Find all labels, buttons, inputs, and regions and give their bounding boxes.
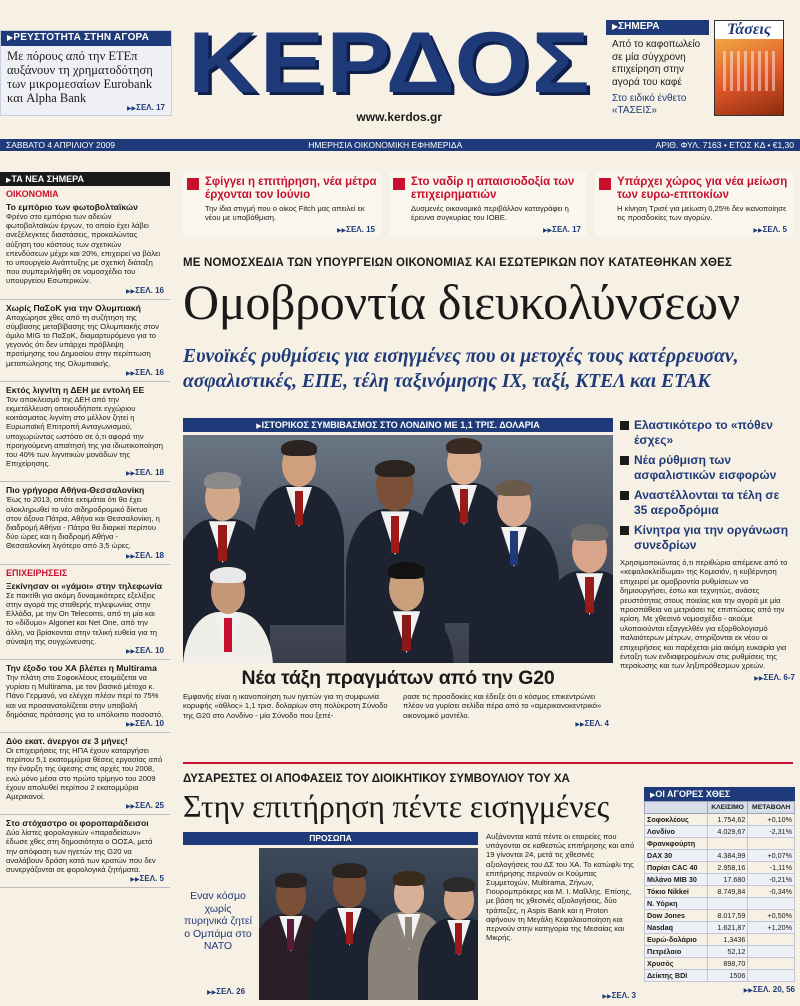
markets-table bbox=[644, 801, 795, 982]
news-today-sections bbox=[0, 186, 170, 888]
person-tie bbox=[218, 525, 226, 561]
g20-photo-panel bbox=[183, 418, 613, 760]
key-point: Κίνητρα για την οργάνωση συνεδρίων bbox=[620, 523, 795, 552]
news-item-headline: Ξεκίνησαν οι «γάμοι» στην τηλεφωνία bbox=[6, 580, 163, 591]
market-name: Μιλάνο MIB 30 bbox=[645, 874, 708, 886]
markets-row bbox=[645, 814, 795, 826]
markets-row bbox=[645, 958, 795, 970]
markets-row bbox=[645, 862, 795, 874]
person-tie bbox=[402, 615, 410, 651]
market-close: 898,70 bbox=[707, 958, 747, 970]
markets-row bbox=[645, 886, 795, 898]
market-close: 17.680 bbox=[707, 874, 747, 886]
person-hair bbox=[393, 871, 425, 885]
photo-story-text-right: ρασε τις προσδοκίες και έδειξε ότι ο κόσμος επικεντρώνει πλέον να γυρίσει σελίδα πέρα από το «αμερικανοκεντρικό» οικονομικό μοντέλο. bbox=[403, 692, 602, 720]
lead-subhead: Ευνοϊκές ρυθμίσεις για εισηγμένες που οι μετοχές τους κατέρρευσαν, ασφαλιστικές, ΕΠΕ, τέλη ταξινόμησης ΙΧ, ταξί, ΚΤΕΛ και ΕΤΑΚ bbox=[183, 346, 739, 392]
photo-story-page-ref[interactable]: ▶▶ ΣΕΛ. 4 bbox=[575, 719, 609, 730]
market-name: Παρίσι CAC 40 bbox=[645, 862, 708, 874]
key-point: Ελαστικότερο το «πόθεν έσχες» bbox=[620, 418, 795, 447]
teaser-box[interactable] bbox=[183, 172, 381, 236]
teaser-headline: Στο ναδίρ η απαισιοδοξία των επιχειρηματιών bbox=[411, 176, 575, 201]
section-tag: ΟΙΚΟΝΟΜΙΑ bbox=[6, 189, 59, 199]
news-item[interactable] bbox=[0, 382, 170, 483]
markets-row bbox=[645, 922, 795, 934]
person-tie bbox=[510, 531, 518, 565]
person-hair bbox=[375, 460, 415, 478]
lead-page-ref[interactable]: ▶▶ ΣΕΛ. 6-7 bbox=[620, 673, 795, 682]
person-tie bbox=[287, 919, 294, 950]
market-change: +0,50% bbox=[748, 910, 795, 922]
masthead bbox=[188, 15, 592, 124]
person-tie bbox=[405, 917, 412, 948]
person-hair bbox=[204, 472, 242, 489]
news-item[interactable] bbox=[0, 660, 170, 733]
person-tie bbox=[346, 912, 354, 944]
people-box-header: ΠΡΟΣΩΠΑ bbox=[183, 832, 478, 845]
news-item-summary: Σε πακτίθι για ακόμη δυναμικότερες εξελίξεις στην αγορά της σταθερής τηλεφωνίας στην Ελλάδα, με την On Telecoms, από τη μία και το «δίδυμο» Algonet και Net One, από την άλλη, να βρίσκονται στην τελική ευθεία για τη σύναψη της συγχώνευσης. bbox=[6, 590, 157, 646]
market-change: +1,20% bbox=[748, 922, 795, 934]
website-url[interactable]: www.kerdos.gr bbox=[356, 110, 442, 124]
market-close: 4.029,67 bbox=[707, 826, 747, 838]
person-hair bbox=[210, 567, 246, 583]
key-point: Αναστέλλονται τα τέλη σε 35 αεροδρόμια bbox=[620, 488, 795, 517]
paper-subtitle: ΗΜΕΡΗΣΙΑ ΟΙΚΟΝΟΜΙΚΗ ΕΦΗΜΕΡΙΔΑ bbox=[308, 140, 463, 150]
market-name: Ευρώ-δολάριο bbox=[645, 934, 708, 946]
photo-story-text bbox=[183, 692, 613, 730]
news-item-summary: Έως το 2013, οπότε εκτιμάται ότι θα έχει ολοκληρωθεί το νέο σιδηροδρομικό δίκτυο στον άξονα Πάτρα, Αθήνα και Θεσσαλονίκη, η διαδρομή Αθήνα - Πάτρα θα διαρκεί περίπου δύο ώρες και η διαδρομή Αθήνα - Θεσσαλονίκη λιγότερο από 3,5 ώρες. bbox=[6, 495, 160, 551]
markets-row bbox=[645, 934, 795, 946]
market-name: Πετρέλαιο bbox=[645, 946, 708, 958]
market-change bbox=[748, 898, 795, 910]
lead-key-points bbox=[620, 418, 795, 682]
issue-number: ΑΡΙΘ. ΦΥΛ. 7163 • ΕΤΟΣ ΚΔ • €1,30 bbox=[655, 140, 794, 150]
market-change: -1,11% bbox=[748, 862, 795, 874]
news-item[interactable] bbox=[0, 733, 170, 815]
promo-left-page-ref[interactable]: ▶▶ ΣΕΛ. 17 bbox=[127, 103, 165, 112]
news-item[interactable] bbox=[0, 578, 170, 660]
news-item-headline: Χωρίς ΠαΣοΚ για την Ολυμπιακή bbox=[6, 302, 141, 313]
liquidity-promo-box[interactable] bbox=[0, 30, 172, 116]
news-item-page-ref[interactable]: ▶▶ ΣΕΛ. 25 bbox=[6, 801, 164, 810]
markets-col-close: ΚΛΕΙΣΙΜΟ bbox=[707, 802, 747, 814]
red-square-icon bbox=[599, 178, 611, 190]
market-change: -0,21% bbox=[748, 874, 795, 886]
news-item-headline: Στο στόχαστρο οι φοροπαράδεισοι bbox=[6, 818, 149, 829]
markets-row bbox=[645, 970, 795, 982]
markets-page-ref[interactable]: ▶▶ ΣΕΛ. 20, 56 bbox=[644, 985, 795, 994]
news-item[interactable] bbox=[0, 300, 170, 382]
today-promo-box[interactable] bbox=[606, 20, 800, 120]
market-close: 1.621,87 bbox=[707, 922, 747, 934]
market-close: 2.958,16 bbox=[707, 862, 747, 874]
person-tie bbox=[585, 577, 593, 613]
news-today-header: ▶ ΤΑ ΝΕΑ ΣΗΜΕΡΑ bbox=[0, 172, 170, 186]
people-box[interactable] bbox=[183, 832, 478, 1002]
markets-row bbox=[645, 874, 795, 886]
market-name: Τόκιο Nikkei bbox=[645, 886, 708, 898]
news-item-headline: Δύο εκατ. άνεργοι σε 3 μήνες! bbox=[6, 735, 128, 746]
market-close bbox=[707, 838, 747, 850]
news-item-headline: Εκτός λιγνίτη η ΔΕΗ με εντολή ΕΕ bbox=[6, 384, 145, 395]
people-box-page-ref[interactable]: ▶▶ ΣΕΛ. 26 bbox=[207, 987, 245, 996]
market-change: -2,31% bbox=[748, 826, 795, 838]
teaser-text: Την ίδια στιγμή που ο οίκος Fitch μας απειλεί εκ νέου με υποβάθμιση. bbox=[205, 204, 365, 222]
market-change: +0,07% bbox=[748, 850, 795, 862]
photo-label: ▶ ΙΣΤΟΡΙΚΟΣ ΣΥΜΒΙΒΑΣΜΟΣ ΣΤΟ ΛΟΝΔΙΝΟ ΜΕ 1,1 ΤΡΙΣ. ΔΟΛΑΡΙΑ bbox=[183, 418, 613, 432]
news-item-headline: Το εμπόριο των φωτοβολταϊκών bbox=[6, 202, 138, 212]
market-name: Dow Jones bbox=[645, 910, 708, 922]
person-hair bbox=[571, 524, 609, 541]
market-close: 1.754,62 bbox=[707, 814, 747, 826]
market-close: 8.749,84 bbox=[707, 886, 747, 898]
markets-col-name bbox=[645, 802, 708, 814]
teaser-page-ref[interactable]: ▶▶ ΣΕΛ. 17 bbox=[543, 225, 581, 234]
market-close: 8.017,59 bbox=[707, 910, 747, 922]
news-item-summary: Αποχώρησε χθες από τη συζήτηση της σύμβασης μεταβίβασης της Ολυμπιακής στον όμιλο MIG το ΠαΣοΚ, διαμαρτυρόμενο για το γεγονός ότι δεν υπάρχει πρόβλεψη προτίμησης του Δημοσίου στην περίπτωση μεταπώλησης της Ολυμπιακής. bbox=[6, 312, 159, 368]
key-point: Νέα ρύθμιση των ασφαλιστικών εισφορών bbox=[620, 453, 795, 482]
photo-caption[interactable]: Νέα τάξη πραγμάτων από την G20 bbox=[241, 667, 555, 689]
newspaper-title: ΚΕΡΔΟΣ bbox=[188, 15, 592, 111]
person-tie bbox=[391, 516, 400, 553]
news-item-page-ref[interactable]: ▶▶ ΣΕΛ. 10 bbox=[6, 719, 164, 728]
news-item[interactable] bbox=[0, 199, 170, 300]
promo-left-header: ▶ ΡΕΥΣΤΟΤΗΤΑ ΣΤΗΝ ΑΓΟΡΑ bbox=[1, 31, 171, 46]
lower-kicker: ΔΥΣΑΡΕΣΤΕΣ ΟΙ ΑΠΟΦΑΣΕΙΣ ΤΟΥ ΔΙΟΙΚΗΤΙΚΟΥ ΣΥΜΒΟΥΛΙΟΥ ΤΟΥ ΧΑ bbox=[183, 773, 570, 785]
teaser-headline: Υπάρχει χώρος για νέα μείωση των ευρω-επιτοκίων bbox=[617, 176, 788, 201]
person-tie bbox=[295, 491, 303, 525]
g20-leaders-photo[interactable] bbox=[183, 435, 613, 663]
promo-right-text: Από το καφοπωλείο σε μία σύγχρονη επιχείρηση στην αγορά του καφέ bbox=[612, 39, 701, 88]
person-hair bbox=[332, 863, 366, 878]
news-item-headline: Πιο γρήγορα Αθήνα-Θεσσαλονίκη bbox=[6, 485, 145, 496]
market-change bbox=[748, 934, 795, 946]
news-item-summary: Τον αποκλεισμό της ΔΕΗ από την εκμετάλλευση οποιουδήποτε εγχώριου κοιτάσματος λιγνίτη στο μέλλον ζητεί η Ευρωπαϊκή Επιτροπή Ανταγωνισμού, υποχωρώντας ωστόσο σε ό,τι αφορά την προηγούμενη απαίτησή της για ιδιωτικοποίηση του 40% των λιγνιτικών μονάδων της Επιχείρησης. bbox=[6, 394, 163, 469]
markets-row bbox=[645, 910, 795, 922]
market-name: Χρυσός bbox=[645, 958, 708, 970]
market-change bbox=[748, 958, 795, 970]
market-name: Φρανκφούρτη bbox=[645, 838, 708, 850]
lead-body-text: Χρησιμοποιώντας ό,τι περιθώριο απέμεινε από το «κεφαλοκλείδωμα» της Κομισιόν, η κυβέρνηση επιχειρεί με ομοβροντία ρυθμίσεων να δημιουργήσει, έστω και τεχνητώς, ανάσες ρευστότητας στους ποιείας και την αγορά με μία προσπάθεια να μετριάσει τις επιπτώσεις από την κρίση. Με χθεσινό νομοσχέδιο - ακούμε υλοποιούνται εξαγγελθέν για εξορθολογισμό παλαιότερων μέτρων, στηρίζονται εκ νέου οι επιχειρήσεις και παρέχεται μία ακόμη ευκαιρία για ένταξη των ενδιαφερομένων στις ρυθμίσεις της περαίωσης και των ληξιπρόθεσμων χρεών. bbox=[620, 558, 788, 671]
person-hair bbox=[496, 480, 532, 496]
market-name: Ν. Υόρκη bbox=[645, 898, 708, 910]
news-item-headline: Την έξοδο του ΧΑ βλέπει η Multirama bbox=[6, 662, 157, 673]
market-change bbox=[748, 946, 795, 958]
markets-row bbox=[645, 946, 795, 958]
news-today-column bbox=[0, 172, 170, 1006]
people-box-text: Εναν κόσμο χωρίς πυρηνικά ζητεί ο Ομπάμα στο ΝΑΤΟ bbox=[184, 890, 252, 952]
teaser-box[interactable] bbox=[595, 172, 793, 236]
red-square-icon bbox=[393, 178, 405, 190]
supplement-title: Τάσεις bbox=[715, 21, 783, 39]
teaser-page-ref[interactable]: ▶▶ ΣΕΛ. 15 bbox=[337, 225, 375, 234]
markets-table-box bbox=[644, 787, 795, 994]
teaser-text: Δυσμενές οικονομικό περιβάλλον καταγράφει η έρευνα συγκυρίας του ΙΟΒΕ. bbox=[411, 204, 569, 222]
markets-header: ▶ ΟΙ ΑΓΟΡΕΣ ΧΘΕΣ bbox=[644, 787, 795, 801]
markets-col-change: ΜΕΤΑΒΟΛΗ bbox=[748, 802, 795, 814]
news-item[interactable] bbox=[0, 482, 170, 564]
person-tie bbox=[455, 923, 462, 954]
lower-story-body bbox=[486, 832, 638, 1002]
news-item-page-ref[interactable]: ▶▶ ΣΕΛ. 16 bbox=[6, 368, 164, 377]
red-square-icon bbox=[187, 178, 199, 190]
teaser-text: Η κίνηση Τρισέ για μείωση 0,25% δεν ικανοποίησε τις προσδοκίες των αγορών. bbox=[617, 204, 787, 222]
person-tie bbox=[460, 489, 468, 523]
promo-left-text: Με πόρους από την ΕΤΕπ αυξάνουν τη χρηματοδότηση των μικρομεσαίων Eurobank και Alpha Bank bbox=[7, 49, 153, 105]
person-hair bbox=[281, 440, 317, 456]
teaser-headline: Σφίγγει η επιτήρηση, νέα μέτρα έρχονται τον Ιούνιο bbox=[205, 176, 377, 201]
promo-right-subtext: Στο ειδικό ένθετο «ΤΑΣΕΙΣ» bbox=[612, 93, 687, 116]
markets-row bbox=[645, 826, 795, 838]
section-tag: ΕΠΙΧΕΙΡΗΣΕΙΣ bbox=[6, 567, 68, 578]
lead-headline[interactable]: Ομοβροντία διευκολύνσεων bbox=[183, 274, 740, 330]
teaser-box[interactable] bbox=[389, 172, 587, 236]
news-item-page-ref[interactable]: ▶▶ ΣΕΛ. 16 bbox=[6, 286, 164, 295]
market-change bbox=[748, 970, 795, 982]
news-item-page-ref[interactable]: ▶▶ ΣΕΛ. 5 bbox=[6, 874, 164, 883]
promo-right-header: ▶ ΣΗΜΕΡΑ bbox=[606, 20, 709, 35]
person-hair bbox=[275, 873, 307, 887]
market-change: -0,34% bbox=[748, 886, 795, 898]
news-item[interactable] bbox=[0, 815, 170, 888]
issue-date: ΣΑΒΒΑΤΟ 4 ΑΠΡΙΛΙΟΥ 2009 bbox=[6, 140, 115, 150]
news-item-page-ref[interactable]: ▶▶ ΣΕΛ. 18 bbox=[6, 468, 164, 477]
person-tie bbox=[224, 618, 232, 652]
market-name: Nasdaq bbox=[645, 922, 708, 934]
market-close: 1506 bbox=[707, 970, 747, 982]
market-close: 4.384,99 bbox=[707, 850, 747, 862]
lower-headline[interactable]: Στην επιτήρηση πέντε εισηγμένες bbox=[183, 788, 610, 824]
news-item-page-ref[interactable]: ▶▶ ΣΕΛ. 18 bbox=[6, 551, 164, 560]
photo-story-text-left: Εμφανής είναι η ικανοποίηση των ηγετών για τη συμφωνία κορυφής «άθλος» 1,1 τρισ. δολαρίων στη πολύκροτη Σύνοδο της G20 στο Λονδίνο - μία Σύνοδο που ξεπέ- bbox=[183, 692, 388, 720]
markets-row bbox=[645, 850, 795, 862]
lead-kicker: ΜΕ ΝΟΜΟΣΧΕΔΙΑ ΤΩΝ ΥΠΟΥΡΓΕΙΩΝ ΟΙΚΟΝΟΜΙΑΣ ΚΑΙ ΕΣΩΤΕΡΙΚΩΝ ΠΟΥ ΚΑΤΑΤΕΘΗΚΑΝ ΧΘΕΣ bbox=[183, 257, 733, 269]
teaser-page-ref[interactable]: ▶▶ ΣΕΛ. 5 bbox=[753, 225, 787, 234]
leaders-couples-photo[interactable] bbox=[259, 848, 478, 1000]
markets-row bbox=[645, 898, 795, 910]
news-item-page-ref[interactable]: ▶▶ ΣΕΛ. 10 bbox=[6, 646, 164, 655]
market-change bbox=[748, 838, 795, 850]
section-divider bbox=[183, 762, 793, 764]
market-name: Σοφοκλέους bbox=[645, 814, 708, 826]
market-close: 1,3436 bbox=[707, 934, 747, 946]
person-hair bbox=[443, 877, 475, 891]
supplement-cover-thumbnail[interactable] bbox=[714, 20, 784, 116]
markets-row bbox=[645, 838, 795, 850]
supplement-cover-graphic bbox=[723, 51, 775, 91]
lower-story-page-ref[interactable]: ▶▶ ΣΕΛ. 3 bbox=[602, 991, 636, 1002]
news-item-summary: Οι επιχειρήσεις της ΗΠΑ έχουν καταργήσει περίπου 5,1 εκατομμύρια θέσεις εργασίας από την έναρξη της ύφεσης στις αρχές του 2008, ενώ μόνο μέσα στο πρώτο τρίμηνο του 2009 έχουν απολυθεί περίπου 2 εκατομμύρια Αμερικανοί. bbox=[6, 745, 163, 801]
teaser-row bbox=[183, 172, 793, 236]
news-item-summary: Την πλάτη στο Σοφοκλέους ετοιμάζεται να γυρίσει η Multirama, με τον βασικό μέτοχο κ. Πάνο Γερμανό, να ελέγχει πλέον περί το 75% και να προσανατολίζεται στην υποβολή δημόσιας πρότασης για το υπόλοιπο ποσοστό. bbox=[6, 672, 164, 719]
news-item-summary: Φρένο στο εμπόριο των αδειών φωτοβολταϊκών έργων, το οποίο έχει λάβει ανεξέλεγκτες διαστάσεις, προκαλώντας αύξηση του κόστους των σχετικών επενδύσεων μέχρι και 20%, επιχειρεί να βάλει το υπουργείο Ανάπτυξης με σχετική διάταξη που συμπεριλήφθη σε νομοσχέδιο του υπουργείου Εσωτερικών. bbox=[6, 212, 161, 286]
market-close: 52,12 bbox=[707, 946, 747, 958]
market-close bbox=[707, 898, 747, 910]
market-name: Δείκτης BDI bbox=[645, 970, 708, 982]
person-hair bbox=[388, 562, 426, 579]
market-name: DAX 30 bbox=[645, 850, 708, 862]
news-item-summary: Δύο λίστες φορολογικών «παραδείσων» έδωσε χθες στη δημοσιότητα ο ΟΟΣΑ, μετά την απόφαση των ηγετών της G20 να αναλάβουν δράση κατά των κρατών που δεν συνεργάζονται σε φορολογικά ζητήματα. bbox=[6, 828, 156, 874]
market-change: +0,10% bbox=[748, 814, 795, 826]
lower-story-text: Αυξάνονται κατά πέντε οι εταιρείες που υπάγονται σε καθεστώς επιτήρησης και από 19 γίνονται 24, μετά τις χθεσινές αξιολογήσεις του ΔΣ του ΧΑ. Το κατώφλι της επιτήρησης περνούν οι Κούμπας Συμμετοχών, Multirama, Ζήνων, Γιουρομπρόκερς και Μ. Ι. Μαΐλλης. Επίσης, με βάση τις χθεσινές αξιολογήσεις, δύο τράπεζες, η Aspis Bank και η Proton αφήνουν τη Μεγάλη Κεφαλαιοποίηση και περνούν στην κατηγορία της Μεσαίας και Μικρής. bbox=[486, 832, 635, 943]
date-bar bbox=[0, 139, 800, 151]
market-name: Λονδίνο bbox=[645, 826, 708, 838]
person-hair bbox=[446, 438, 482, 454]
key-points-list bbox=[620, 418, 795, 552]
